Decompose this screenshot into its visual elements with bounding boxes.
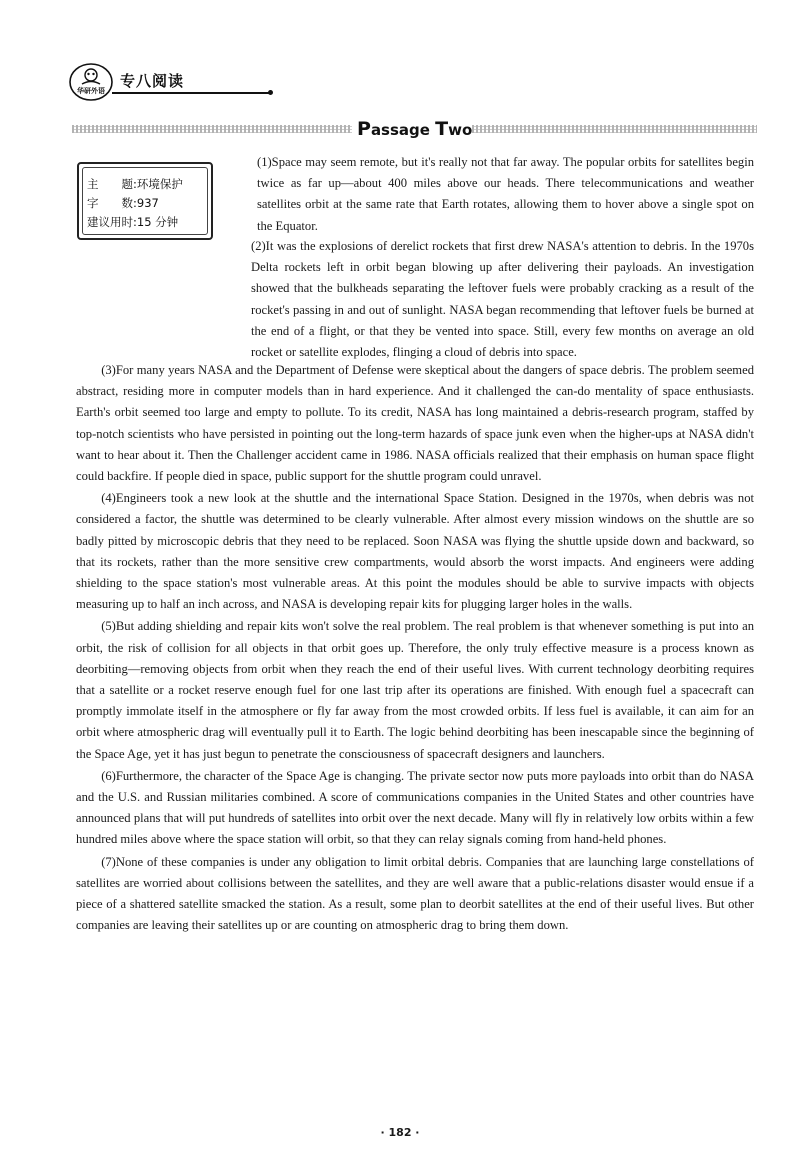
title-decoration-left <box>72 125 352 133</box>
title-decoration-right <box>472 125 757 133</box>
suggested-time-value: 15 分钟 <box>136 215 179 229</box>
suggested-time-line: 建议用时:15 分钟 <box>87 215 179 229</box>
passage-title-row <box>72 118 762 140</box>
paragraph-7: (7)None of these companies is under any obligation to limit orbital debris. Companies that are launching large constellations of satellites are worried about collisions between the satellites, and they are well aware that a public-relations disaster would ensue if a piece of a shattered satellite smacked the station. As a result, some plan to deorbit satellites at the end of their useful lives. But other companies are leaving their satellites up or are counting on atmospheric drag to bring them down. <box>76 854 754 933</box>
logo-text: 华研外语 <box>77 87 105 95</box>
passage-info-box <box>77 162 213 240</box>
word-count-value: 937 <box>136 196 159 210</box>
page-header <box>68 62 218 102</box>
series-title: 专八阅读 <box>120 72 185 90</box>
paragraph-5: (5)But adding shielding and repair kits won't solve the real problem. The real problem is that whenever something is put into an orbit, the risk of collision for all objects in that orbit goes up. Therefore, the only truly effective measure is a process known as deorbiting—removing objects from orbit when they reach the end of their useful lives. With current technology deorbiting requires that a satellite or a rocket reserve enough fuel for one last trip after its operations are finished. With enough fuel a spacecraft can promptly immolate itself in the atmosphere or fly far away from the most crowded orbits. If less fuel is available, it can aim for an orbit where atmospheric drag will eventually pull it to Earth. The logic behind deorbiting has been inescapable since the beginning of the Space Age, yet it has just begun to penetrate the consciousness of spacecraft designers and launchers. <box>76 619 754 761</box>
passage-title: Passage Two <box>357 118 473 140</box>
header-rule <box>112 92 272 94</box>
header-rule-dot <box>268 90 273 95</box>
paragraph-4: (4)Engineers took a new look at the shuttle and the international Space Station. Designed in the 1970s, when debris was not considered a factor, the shuttle was determined to be clearly vulnerable. After almost every mission windows on the shuttle are so badly pitted by microscopic debris that they need to be replaced. Soon NASA was flying the shuttle upside down and backward, so that its rockets, rather than the more sensitive crew compartments, would absorb the worst impacts. And engineers were adding shielding to the space station's most vulnerable areas. At this point the modules should be able to survive impacts with objects measuring up to half an inch across, and NASA is developing repair kits for plugging larger holes in the walls. <box>76 491 754 612</box>
topic-line: 主 题:环境保护 <box>87 177 183 191</box>
passage-body <box>76 236 754 363</box>
passage-body-continued <box>76 360 754 936</box>
paragraph-6: (6)Furthermore, the character of the Space Age is changing. The private sector now puts more payloads into orbit than do NASA and the U.S. and Russian militaries combined. A score of communications companies in the United States and other countries have announced plans that will put hundreds of satellites into orbit over the next decade. Many will fly in relatively low orbits within a few hundred miles above where the space station will orbit, so that they can relay signals coming from hand-held phones. <box>76 768 754 847</box>
topic-value: 环境保护 <box>136 177 183 191</box>
paragraph-3: (3)For many years NASA and the Department of Defense were skeptical about the dangers of space debris. The problem seemed abstract, residing more in computer models than in hard experience. And it challenged the can-do mentality of space enthusiasts. Earth's orbit seemed too large and empty to pollute. To its credit, NASA has long maintained a debris-research program, staffed by top-notch scientists who have persisted in pointing out the long-term hazards of space junk even when the higher-ups at NASA didn't want to hear about it. Then the Challenger accident came in 1986. NASA officials realized that their emphasis on human space flight could backfire. If people died in space, public support for the shuttle program could unravel. <box>76 363 754 484</box>
publisher-logo-icon <box>68 62 114 102</box>
word-count-line: 字 数:937 <box>87 196 159 210</box>
paragraph-2: (2)It was the explosions of derelict rockets that first drew NASA's attention to debris. In the 1970s Delta rockets left in orbit began blowing up after delivering their payloads. An investigation showed that the bulkheads separating the leftover fuels were probably cracking as a result of the rocket's passing in and out of sunlight. NASA began recommending that leftover fuels be burned at the end of a flight, or that they be vented into space. Still, every few months on average an old rocket or satellite explodes, flinging a cloud of debris into space. <box>251 239 754 360</box>
paragraph-1: (1)Space may seem remote, but it's really not that far away. The popular orbits for satellites begin twice as far up—about 400 miles above our heads. There telecommunications and weather satellites orbit at the same rate that Earth rotates, allowing them to hover above a single spot on the Equator. <box>257 155 754 233</box>
page-number: · 182 · <box>380 1126 420 1139</box>
